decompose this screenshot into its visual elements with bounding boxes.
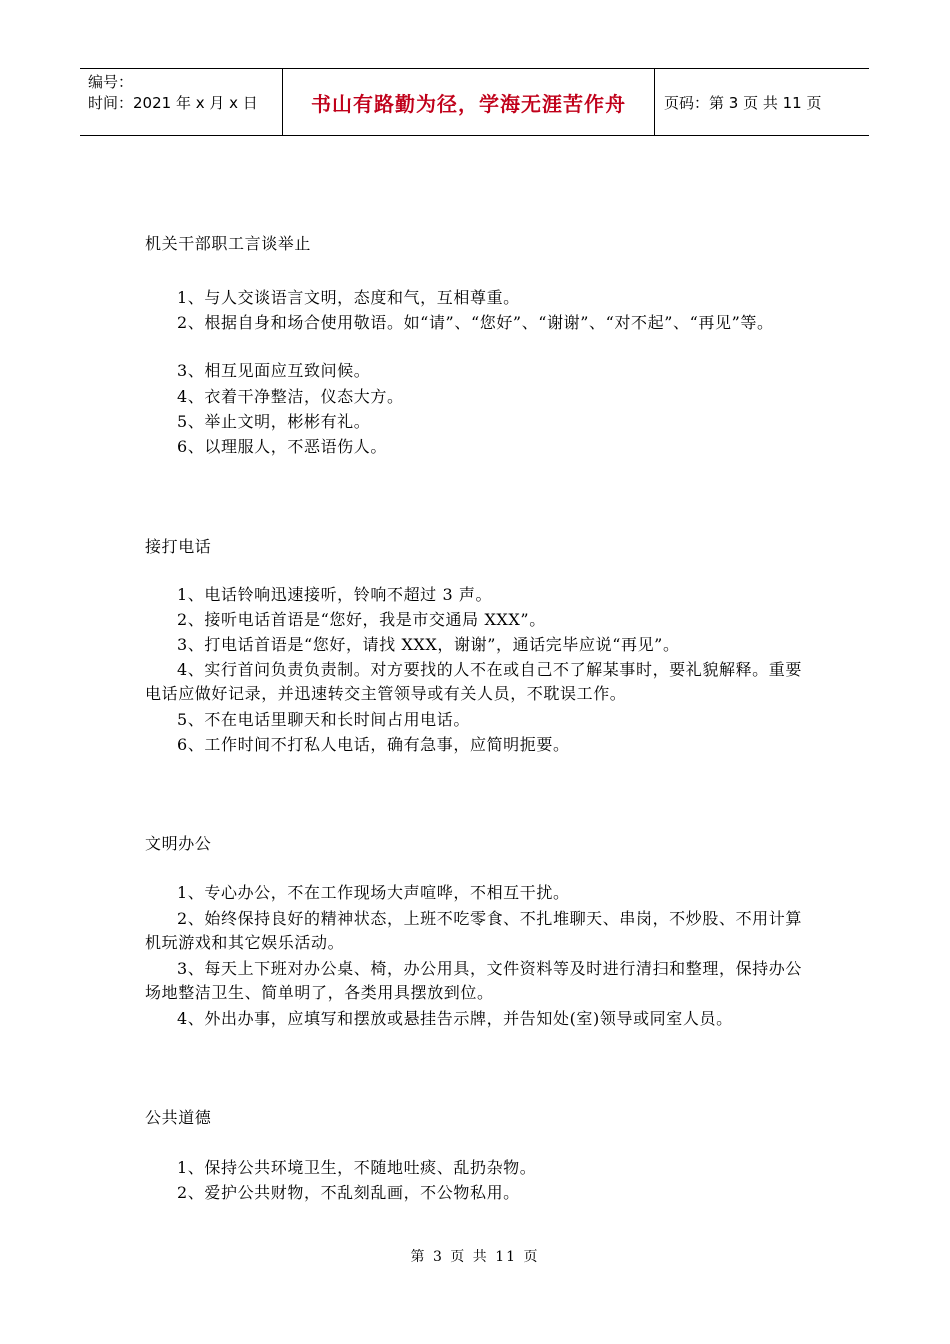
list-item: 3、相互见面应互致问候。: [177, 361, 371, 380]
document-header: [80, 68, 869, 136]
list-item: 5、举止文明，彬彬有礼。: [177, 412, 371, 431]
list-item: 6、以理服人，不恶语伤人。: [177, 437, 387, 456]
section-title: 文明办公: [145, 834, 212, 853]
list-item: 3、打电话首语是“您好，请找 XXX，谢谢”，通话完毕应说“再见”。: [177, 635, 680, 654]
section-title: 接打电话: [145, 537, 212, 556]
date-label: 时间：2021 年 x 月 x 日: [88, 94, 258, 112]
page-footer: 第 3 页 共 11 页: [410, 1249, 540, 1265]
section-title: 机关干部职工言谈举止: [145, 234, 312, 253]
list-item: 2、爱护公共财物，不乱刻乱画，不公物私用。: [177, 1183, 520, 1202]
header-motto: 书山有路勤为径，学海无涯苦作舟: [282, 69, 655, 135]
list-item: 2、始终保持良好的精神状态，上班不吃零食、不扎堆聊天、串岗，不炒股、不用计算机玩游戏和其它娱乐活动。: [145, 909, 802, 952]
list-item: 1、电话铃响迅速接听，铃响不超过 3 声。: [177, 585, 493, 604]
list-item: 3、每天上下班对办公桌、椅，办公用具，文件资料等及时进行清扫和整理，保持办公场地整洁卫生、简单明了，各类用具摆放到位。: [145, 959, 802, 1002]
list-item: 4、衣着干净整洁，仪态大方。: [177, 387, 404, 406]
list-item: 2、接听电话首语是“您好，我是市交通局 XXX”。: [177, 610, 546, 629]
header-page-info: 页码：第 3 页 共 11 页: [664, 93, 822, 112]
header-meta: [80, 69, 282, 135]
serial-number-label: 编号：: [88, 73, 134, 91]
list-item: 1、专心办公，不在工作现场大声喧哗，不相互干扰。: [177, 883, 570, 902]
section-title: 公共道德: [145, 1108, 212, 1127]
list-item: 1、与人交谈语言文明，态度和气，互相尊重。: [177, 288, 520, 307]
list-item: 6、工作时间不打私人电话，确有急事，应简明扼要。: [177, 735, 570, 754]
list-item: 4、外出办事，应填写和摆放或悬挂告示牌，并告知处(室)领导或同室人员。: [177, 1009, 733, 1028]
list-item: 1、保持公共环境卫生，不随地吐痰、乱扔杂物。: [177, 1158, 537, 1177]
list-item: 5、不在电话里聊天和长时间占用电话。: [177, 710, 470, 729]
list-item: 4、实行首问负责负责制。对方要找的人不在或自己不了解某事时，要礼貌解释。重要电话应做好记录，并迅速转交主管领导或有关人员，不耽误工作。: [145, 660, 802, 703]
list-item: 2、根据自身和场合使用敬语。如“请”、“您好”、“谢谢”、“对不起”、“再见”等。: [177, 313, 774, 332]
